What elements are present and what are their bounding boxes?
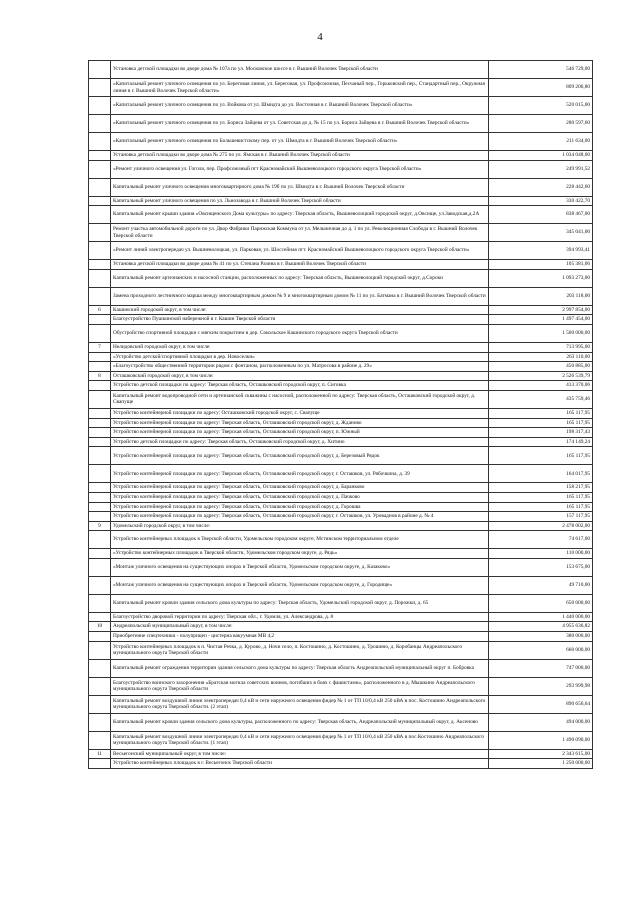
row-number-cell [89, 512, 111, 522]
row-number-cell: 9 [89, 521, 111, 531]
row-number-cell [89, 315, 111, 325]
row-number-cell [89, 97, 111, 115]
row-number-cell [89, 677, 111, 695]
table-row [89, 512, 593, 522]
table-row [89, 224, 593, 242]
item-description-cell: «Капитальный ремонт уличного освещения по ул. Бориса Зайцева от ул. Советская до д. № 15 по ул. Бориса Зайцева в г. Вышний Волочек Тверской области» [111, 115, 489, 133]
row-number-cell [89, 483, 111, 493]
amount-cell: 110 000,00 [489, 549, 593, 559]
amount-cell: 165 117,95 [489, 418, 593, 428]
amount-cell: 394 993,41 [489, 242, 593, 260]
row-number-cell [89, 242, 111, 260]
item-description-cell: «Монтаж уличного освещения на существующих опорах в Тверской области, Удомельском городском округе, д. Городище» [111, 576, 489, 594]
item-description-cell: Андреапольский муниципальный округ, в том числе: [111, 622, 489, 632]
amount-cell: 49 710,00 [489, 576, 593, 594]
row-number-cell [89, 641, 111, 659]
table-row [89, 151, 593, 161]
table-row [89, 492, 593, 502]
amount-cell: 203 118,00 [489, 287, 593, 305]
amount-cell: 211 634,00 [489, 133, 593, 151]
row-number-cell: 8 [89, 371, 111, 381]
row-number-cell: 11 [89, 749, 111, 759]
table-row [89, 305, 593, 315]
table-row [89, 447, 593, 465]
table-row [89, 79, 593, 97]
row-number-cell [89, 260, 111, 270]
row-number-cell [89, 612, 111, 622]
amount-cell: 263 110,00 [489, 352, 593, 362]
item-description-cell: Устройство контейнерных площадок в Тверской области, Удомельском городском округе, Мстинском территориальном отделе [111, 531, 489, 549]
item-description-cell: Устройство детской площадки по адресу: Тверская область, Осташковский городской округ, п. Сиговка [111, 381, 489, 391]
amount-cell: 164 017,95 [489, 465, 593, 483]
amount-cell: 809 206,80 [489, 79, 593, 97]
item-description-cell: Капитальный ремонт кровли здания сельского дома культуры, расположенного по адресу: Тверская область, Андреапольский муниципальный округ, д. Аксеново [111, 713, 489, 731]
item-description-cell: Капитальный ремонт ограждения территории здания сельского дома культуры по адресу: Тверская область Андреапольский муниципальный округ п. Бобровка [111, 659, 489, 677]
row-number-cell [89, 269, 111, 287]
item-description-cell: «Капитальный ремонт уличного освещения по ул. Береговая линия, ул. Береговая, ул. Профсоюзная, Песчаный пер., Горьковский пер., Стандартный пер., Окружная линия в г. Вышний Волочек Тверской области» [111, 79, 489, 97]
item-description-cell: Обустройство спортивной площадки с мягким покрытием в дер. Сокольское Кашинского городского округа Тверской области [111, 324, 489, 342]
row-number-cell [89, 160, 111, 178]
amount-cell: 1 500 000,00 [489, 324, 593, 342]
table-row [89, 61, 593, 79]
item-description-cell: Капитальный ремонт уличного освещения многоквартирного дома № 19б по ул. Шмидта в г. Вышний Волочек Тверской области [111, 178, 489, 196]
item-description-cell: Устройство контейнерной площадки по адресу: Тверская область, Осташковский городской округ, д. Горошва [111, 502, 489, 512]
row-number-cell [89, 447, 111, 465]
item-description-cell: Нелидовский городской округ, в том числе: [111, 342, 489, 352]
row-number-cell [89, 287, 111, 305]
table-row [89, 531, 593, 549]
table-row [89, 465, 593, 483]
row-number-cell [89, 79, 111, 97]
table-row [89, 428, 593, 438]
row-number-cell [89, 381, 111, 391]
table-row [89, 659, 593, 677]
table-row [89, 362, 593, 372]
item-description-cell: Удомельский городской округ, в том числе: [111, 521, 489, 531]
item-description-cell: Устройство контейнерной площадки по адресу: Тверская область, Осташковский городской округ, д. Жданово [111, 418, 489, 428]
row-number-cell [89, 731, 111, 749]
item-description-cell: Ремонт участка автомобильной дороги по ул. Двор Фабрики Парижская Коммуна от ул. Мельничная до д. 1 по ул. Революционная Слобода в г. Вышний Волочек Тверской области [111, 224, 489, 242]
item-description-cell: «Капитальный ремонт уличного освещения по ул. Войкова от ул. Шмидта до ул. Восточная в г. Вышний Волочек Тверской области» [111, 97, 489, 115]
amount-cell: 74 617,00 [489, 531, 593, 549]
item-description-cell: Установка детской площадки во дворе дома № 107а по ул. Московское шоссе в г. Вышний Волочек Тверской области [111, 61, 489, 79]
item-description-cell: Замена проходного лестничного марша между многоквартирным домом № 9 и многоквартирным домом № 11 по ул. Батмана в г. Вышний Волочек Тверской области [111, 287, 489, 305]
item-description-cell: Установка детской площадки во дворе дома № 275 по ул. Ямская в г. Вышний Волочек Тверской области [111, 151, 489, 161]
amount-cell: 1 034 048,00 [489, 151, 593, 161]
row-number-cell [89, 196, 111, 206]
row-number-cell [89, 502, 111, 512]
amount-cell: 380 000,00 [489, 632, 593, 642]
amount-cell: 228 442,60 [489, 178, 593, 196]
table-row [89, 178, 593, 196]
table-row [89, 594, 593, 612]
row-number-cell: 10 [89, 622, 111, 632]
table-row [89, 287, 593, 305]
table-row [89, 196, 593, 206]
amount-cell: 249 991,52 [489, 160, 593, 178]
item-description-cell: Капитальный ремонт кровли здания сельского дома культуры по адресу: Тверская область, Удомельский городской округ, д. Порожки, д. 65 [111, 594, 489, 612]
amount-cell: 165 117,95 [489, 408, 593, 418]
table-row [89, 483, 593, 493]
row-number-cell [89, 224, 111, 242]
amount-cell: 165 117,95 [489, 447, 593, 465]
row-number-cell [89, 695, 111, 713]
amount-cell: 494 000,00 [489, 713, 593, 731]
table-row [89, 576, 593, 594]
amount-cell: 2 478 002,00 [489, 521, 593, 531]
item-description-cell: «Ремонт уличного освещения ул. Гоголя, пер. Профсоюзный пгт Красномайский Вышневолоцкого городского округа Тверской области» [111, 160, 489, 178]
table-row [89, 269, 593, 287]
amount-cell: 435 759,46 [489, 390, 593, 408]
amount-cell: 450 885,00 [489, 362, 593, 372]
amount-cell: 2 526 539,79 [489, 371, 593, 381]
table-row [89, 558, 593, 576]
row-number-cell [89, 324, 111, 342]
amount-cell: 157 117,95 [489, 512, 593, 522]
amount-cell: 4 955 636,82 [489, 622, 593, 632]
amount-cell: 546 729,00 [489, 61, 593, 79]
item-description-cell: Устройство контейнерной площадки по адресу: Осташковский городской округ, с. Свапуще [111, 408, 489, 418]
row-number-cell [89, 61, 111, 79]
row-number-cell [89, 492, 111, 502]
item-description-cell: Кашинский городской округ, в том числе: [111, 305, 489, 315]
item-description-cell: Капитальный ремонт уличного освещения по ул. Льнозавода в г. Вышний Волочек Тверской области [111, 196, 489, 206]
amount-cell: 1 497 454,00 [489, 315, 593, 325]
amount-cell: 1 440 000,00 [489, 612, 593, 622]
row-number-cell [89, 115, 111, 133]
item-description-cell: Благоустройство воинского захоронения «Братская могила советских воинов, погибших в боях с фашистами», расположенного в д. Мышкино Андреапольского муниципального округа Тверской области [111, 677, 489, 695]
row-number-cell [89, 362, 111, 372]
table-row [89, 115, 593, 133]
amount-cell: 280 597,60 [489, 115, 593, 133]
amount-cell: 330 422,70 [489, 196, 593, 206]
amount-cell: 890 656,64 [489, 695, 593, 713]
page-number: 4 [317, 31, 323, 43]
amount-cell: 345 041,00 [489, 224, 593, 242]
item-description-cell: Устройство детской площадки по адресу: Тверская область, Осташковский городской округ, д. Хитино [111, 437, 489, 447]
table-row [89, 242, 593, 260]
row-number-cell [89, 418, 111, 428]
item-description-cell: «Капитальный ремонт уличного освещения по Большевистскому пер. от ул. Шмидта в г. Вышний Волочек Тверской области» [111, 133, 489, 151]
table-row [89, 437, 593, 447]
table-row [89, 371, 593, 381]
item-description-cell: Благоустройство Пушкинской набережной в г. Кашин Тверской области [111, 315, 489, 325]
amount-cell: 713 995,00 [489, 342, 593, 352]
amount-cell: 105 381,06 [489, 260, 593, 270]
row-number-cell [89, 594, 111, 612]
amount-cell: 413 370,06 [489, 381, 593, 391]
item-description-cell: Устройство контейнерной площадки по адресу: Тверская область, Осташковский городской округ, г. Осташков, ул. Уроваднов в районе д. № 4 [111, 512, 489, 522]
table-row [89, 622, 593, 632]
table-row [89, 206, 593, 224]
row-number-cell [89, 178, 111, 196]
table-row [89, 521, 593, 531]
table-row [89, 342, 593, 352]
table-row [89, 381, 593, 391]
amount-cell: 174 149,24 [489, 437, 593, 447]
item-description-cell: Устройство контейнерной площадки по адресу: Тверская область, Осташковский городской округ, д. Пачково [111, 492, 489, 502]
row-number-cell [89, 759, 111, 769]
item-description-cell: «Устройство контейнерных площадок в Тверской области, Удомельском городском округе, д. Рядь» [111, 549, 489, 559]
table-row [89, 632, 593, 642]
row-number-cell: 6 [89, 305, 111, 315]
table-row [89, 315, 593, 325]
table-row [89, 390, 593, 408]
table-row [89, 260, 593, 270]
row-number-cell [89, 390, 111, 408]
amount-cell: 650 000,00 [489, 594, 593, 612]
amount-cell: 165 117,95 [489, 492, 593, 502]
row-number-cell [89, 576, 111, 594]
table-row [89, 759, 593, 769]
item-description-cell: «Благоустройство общественной территории рядом с фонтаном, расположенным по ул. Матросова в районе д. 29» [111, 362, 489, 372]
table-row [89, 502, 593, 512]
item-description-cell: «Устройство детской/спортивной площадки в дер. Новоселки» [111, 352, 489, 362]
item-description-cell: «Ремонт линий электропередач ул. Вышневолоцкая, ул. Парковая, ул. Шоссейная пгт. Красномайский Вышневолоцкого городского округа Тверской области» [111, 242, 489, 260]
row-number-cell [89, 437, 111, 447]
item-description-cell: Устройство контейнерной площадки по адресу: Тверская область, Осташковский городской округ, д. Баранково [111, 483, 489, 493]
row-number-cell [89, 352, 111, 362]
table-row [89, 749, 593, 759]
table-row [89, 408, 593, 418]
table-row [89, 641, 593, 659]
item-description-cell: Благоустройство дворовой территории по адресу: Тверская обл., г. Удомля, ул. Александрова, д. 8 [111, 612, 489, 622]
row-number-cell [89, 206, 111, 224]
item-description-cell: Устройство контейнерных площадок в п. Чистая Речка, д. Курово, д. Ночи село, п. Костошино, д. Костошино, д. Трошино, д. Коробанцы Андреапольского муниципального округа Тверской области [111, 641, 489, 659]
amount-cell: 293 999,98 [489, 677, 593, 695]
row-number-cell [89, 428, 111, 438]
row-number-cell [89, 549, 111, 559]
item-description-cell: Осташковский городской округ, в том числе: [111, 371, 489, 381]
item-description-cell: Устройство контейнерной площадки по адресу: Тверская область, Осташковский городской округ, г. Осташков, ул. Рябочкина, д. 39 [111, 465, 489, 483]
item-description-cell: Устройство контейнерной площадки по адресу: Тверская область, Осташковский городской округ, д. Березовый Рядок [111, 447, 489, 465]
table-row [89, 133, 593, 151]
row-number-cell [89, 133, 111, 151]
table-row [89, 97, 593, 115]
amount-cell: 838 467,00 [489, 206, 593, 224]
item-description-cell: Установка детской площадки во дворе дома № 41 по ул. Степана Разина в г. Вышний Волочек Тверской области [111, 260, 489, 270]
amount-cell: 2 997 854,00 [489, 305, 593, 315]
budget-table-body [89, 61, 593, 769]
item-description-cell: Капитальный ремонт крыши здания «Овсищенского Дома культуры» по адресу: Тверская область, Вышневолоцкий городской округ, д.Овсище, ул.Заводская,д.2А [111, 206, 489, 224]
budget-table [88, 60, 593, 769]
table-row [89, 160, 593, 178]
row-number-cell [89, 531, 111, 549]
amount-cell: 660 000,00 [489, 641, 593, 659]
amount-cell: 1 093 273,00 [489, 269, 593, 287]
amount-cell: 158 217,95 [489, 483, 593, 493]
row-number-cell [89, 408, 111, 418]
item-description-cell: Капитальный ремонт воздушной линии электропередач 0,4 кВ и сети наружного освещения фидер № 1 от ТП 10/0,4 кВ 250 кВА в пос. Костошино Андреапольского муниципального округа Тверской области. (2 этап) [111, 695, 489, 713]
row-number-cell [89, 465, 111, 483]
table-row [89, 695, 593, 713]
item-description-cell: Капитальный ремонт артезианских и насосной станции, расположенных по адресу: Тверская область, Вышневолоцкий городской округ, д.Сороки [111, 269, 489, 287]
table-row [89, 677, 593, 695]
item-description-cell: Весьегонский муниципальный округ, в том числе: [111, 749, 489, 759]
table-row [89, 713, 593, 731]
amount-cell: 2 343 615,00 [489, 749, 593, 759]
item-description-cell: Приобретение спецтехники - полуприцеп - цистерна вакуумная МВ 4,2 [111, 632, 489, 642]
item-description-cell: Капитальный ремонт водопроводной сети и артезианской скважины с насосной, расположенной по адресу: Тверская область, Осташковский городской округ, д. Свапуще [111, 390, 489, 408]
table-row [89, 612, 593, 622]
item-description-cell: Устройство контейнерных площадок в г. Весьегонск Тверской области [111, 759, 489, 769]
table-row [89, 352, 593, 362]
amount-cell: 153 675,00 [489, 558, 593, 576]
row-number-cell [89, 558, 111, 576]
amount-cell: 198 317,43 [489, 428, 593, 438]
table-row [89, 418, 593, 428]
table-row [89, 549, 593, 559]
item-description-cell: Капитальный ремонт воздушной линии электропередач 0,4 кВ и сети наружного освещения фидер № 1 от ТП 10/0,4 кВ 250 кВА в пос.Костошино Андреапольского муниципального округа Тверской области. (1 этап) [111, 731, 489, 749]
row-number-cell [89, 659, 111, 677]
amount-cell: 1 250 000,00 [489, 759, 593, 769]
amount-cell: 747 000,00 [489, 659, 593, 677]
item-description-cell: Устройство контейнерной площадки по адресу: Тверская область, Осташковский городской округ, п. Южный [111, 428, 489, 438]
amount-cell: 165 117,95 [489, 502, 593, 512]
amount-cell: 1 490 090,00 [489, 731, 593, 749]
amount-cell: 520 015,00 [489, 97, 593, 115]
table-row [89, 324, 593, 342]
item-description-cell: «Монтаж уличного освещения на существующих опорах в Тверской области, Удомельском городском округе, д. Казаково» [111, 558, 489, 576]
table-row [89, 731, 593, 749]
row-number-cell [89, 632, 111, 642]
row-number-cell [89, 151, 111, 161]
row-number-cell [89, 713, 111, 731]
row-number-cell: 7 [89, 342, 111, 352]
